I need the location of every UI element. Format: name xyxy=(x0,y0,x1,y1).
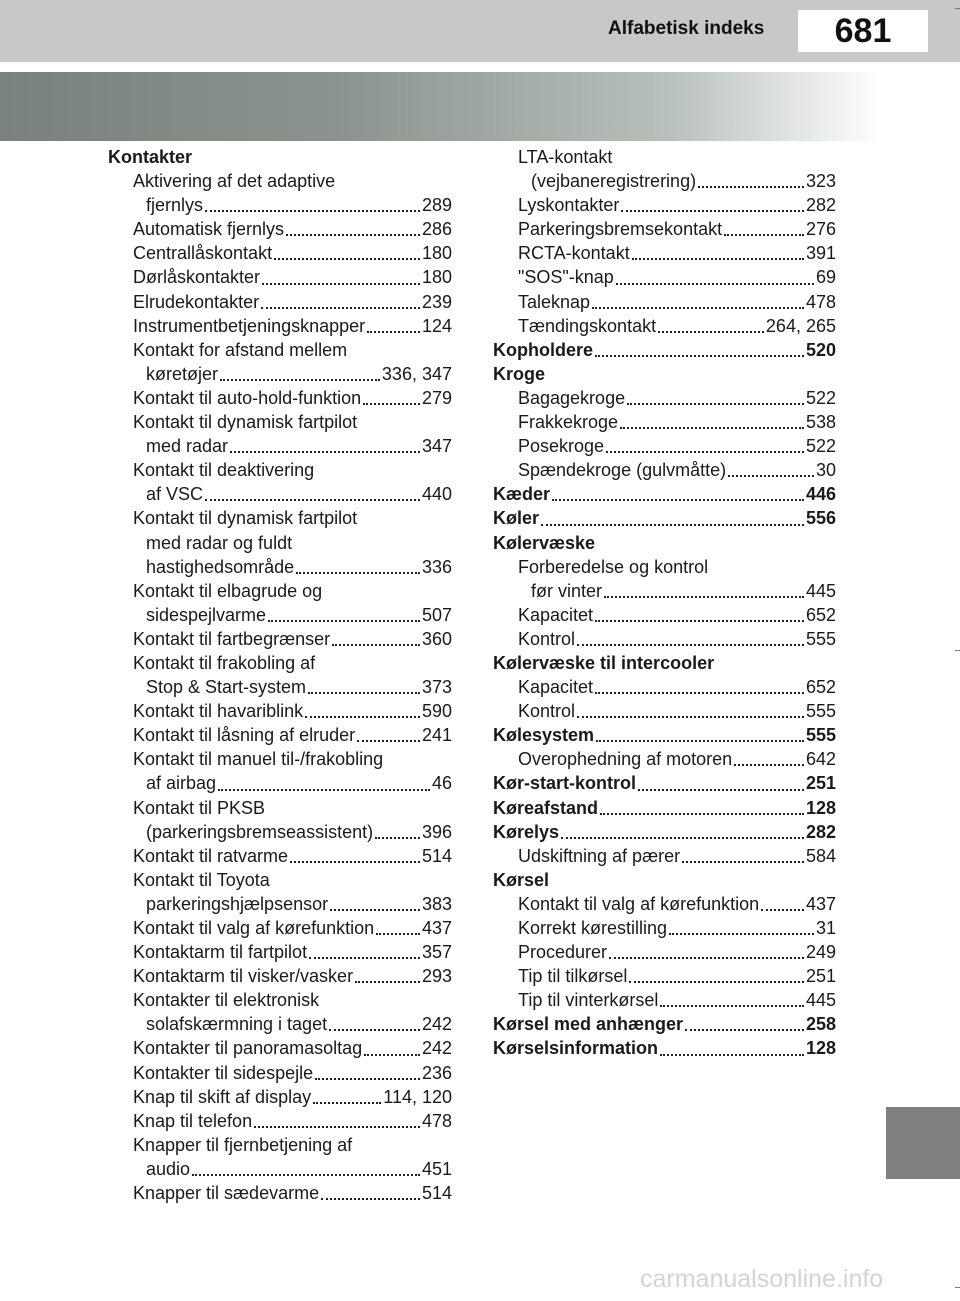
dot-leader xyxy=(192,1174,420,1176)
entry-label: Kontakt til valg af kørefunktion xyxy=(518,893,760,914)
dot-leader xyxy=(254,1126,420,1128)
entry-label: af airbag xyxy=(146,773,217,794)
page-reference: 242 xyxy=(421,1038,452,1059)
dot-leader xyxy=(363,403,420,405)
index-entry xyxy=(493,1012,836,1036)
page-reference: 279 xyxy=(421,387,452,408)
dot-leader xyxy=(761,909,804,911)
page-reference: 114, 120 xyxy=(383,1086,452,1107)
index-entry xyxy=(493,964,836,988)
index-entry xyxy=(108,723,452,747)
entry-label: Automatisk fjernlys xyxy=(133,219,285,240)
dot-leader xyxy=(321,1198,420,1200)
page-reference: 360 xyxy=(421,628,452,649)
crop-mark xyxy=(955,8,960,9)
index-subheading: Kontakt til deaktivering xyxy=(133,460,315,481)
page-reference: 507 xyxy=(421,604,452,625)
dot-leader xyxy=(367,331,420,333)
dot-leader xyxy=(262,283,420,285)
index-entry xyxy=(493,820,836,844)
index-entry xyxy=(493,699,836,723)
entry-label: med radar xyxy=(146,436,229,457)
index-entry xyxy=(108,1181,452,1205)
entry-label: Kør-start-kontrol xyxy=(493,773,636,794)
entry-label: parkeringshjælpsensor xyxy=(146,893,329,914)
entry-label: Kontrol xyxy=(518,628,576,649)
section-title: Alfabetisk indeks xyxy=(608,18,765,39)
entry-label: Køler xyxy=(493,508,540,529)
index-subheading: Kontakt til elbagrude og xyxy=(133,580,323,601)
dot-leader xyxy=(268,620,420,622)
index-entry xyxy=(493,241,836,265)
entry-label: Kontakter til panoramasoltag xyxy=(133,1038,363,1059)
index-entry xyxy=(493,723,836,747)
entry-label: Taleknap xyxy=(518,291,591,312)
page-reference: 336, 347 xyxy=(381,363,452,384)
page-reference: 373 xyxy=(421,677,452,698)
entry-label: Kontakt til auto-hold-funktion xyxy=(133,387,362,408)
entry-label: Kørelys xyxy=(493,821,560,842)
page-reference: 251 xyxy=(805,773,836,794)
entry-label: Kopholdere xyxy=(493,339,594,360)
index-entry xyxy=(493,169,836,193)
dot-leader xyxy=(552,499,804,501)
page-reference: 440 xyxy=(421,484,452,505)
page-reference: 522 xyxy=(805,436,836,457)
index-entry xyxy=(493,193,836,217)
page-reference: 555 xyxy=(805,725,836,746)
index-entry xyxy=(493,916,836,940)
dot-leader xyxy=(329,1029,420,1031)
page-reference: 383 xyxy=(421,893,452,914)
dot-leader xyxy=(376,933,420,935)
index-entry xyxy=(108,314,452,338)
entry-label: Kæder xyxy=(493,484,551,505)
index-entry xyxy=(108,916,452,940)
entry-label: Stop & Start-system xyxy=(146,677,307,698)
dot-leader xyxy=(577,716,804,718)
index-entry xyxy=(493,434,836,458)
index-entry xyxy=(493,217,836,241)
page-reference: 446 xyxy=(805,484,836,505)
dot-leader xyxy=(596,740,804,742)
index-entry xyxy=(493,892,836,916)
entry-label: Kontakt til valg af kørefunktion xyxy=(133,918,375,938)
dot-leader xyxy=(620,427,804,429)
page-reference: 293 xyxy=(421,966,452,987)
dot-leader xyxy=(698,186,804,188)
page-reference: 323 xyxy=(805,171,836,192)
page-reference: 241 xyxy=(421,725,452,746)
dot-leader xyxy=(286,234,420,236)
dot-leader xyxy=(629,981,804,983)
dot-leader xyxy=(632,258,804,260)
dot-leader xyxy=(682,861,804,863)
page-reference: 282 xyxy=(805,821,836,842)
page-number: 681 xyxy=(798,10,928,52)
dot-leader xyxy=(728,475,814,477)
index-heading: Kølervæske til intercooler xyxy=(493,652,715,673)
page-reference: 555 xyxy=(805,628,836,649)
watermark-text: carmanualsonline.info xyxy=(640,1265,884,1293)
entry-label: Overophedning af motoren xyxy=(518,749,733,770)
index-subheading: Knapper til fjernbetjening af xyxy=(133,1134,353,1155)
dot-leader xyxy=(660,1005,804,1007)
entry-label: Kontakt til fartbegrænser xyxy=(133,628,331,649)
dot-leader xyxy=(621,210,804,212)
page-reference: 652 xyxy=(805,677,836,698)
dot-leader xyxy=(660,1054,804,1056)
entry-label: Lyskontakter xyxy=(518,195,620,216)
page-reference: 642 xyxy=(805,749,836,770)
entry-label: Centrallåskontakt xyxy=(133,243,273,264)
dot-leader xyxy=(561,837,804,839)
page-reference: 445 xyxy=(805,580,836,601)
entry-label: Kapacitet xyxy=(518,677,594,698)
entry-label: Elrudekontakter xyxy=(133,291,260,312)
index-entry xyxy=(108,771,452,795)
index-entry xyxy=(108,434,452,458)
dot-leader xyxy=(375,837,420,839)
entry-label: Dørlåskontakter xyxy=(133,267,261,288)
page-reference: 276 xyxy=(805,219,836,240)
entry-label: Udskiftning af pærer xyxy=(518,845,681,866)
index-entry xyxy=(108,603,452,627)
page-reference: 180 xyxy=(421,267,452,288)
decorative-band xyxy=(0,72,960,141)
page-reference: 520 xyxy=(805,339,836,360)
page-reference: 437 xyxy=(805,893,836,914)
index-entry xyxy=(493,940,836,964)
crop-mark xyxy=(955,1287,960,1288)
page-reference: 236 xyxy=(421,1062,452,1083)
page-reference: 128 xyxy=(805,1038,836,1059)
entry-label: Knapper til sædevarme xyxy=(133,1183,320,1204)
index-entry xyxy=(108,362,452,386)
dot-leader xyxy=(290,861,420,863)
entry-label: Kontakt til låsning af elruder xyxy=(133,725,356,746)
dot-leader xyxy=(627,403,804,405)
index-entry xyxy=(108,1061,452,1085)
page-reference: 478 xyxy=(421,1110,452,1131)
entry-label: Tip til vinterkørsel xyxy=(518,990,659,1011)
index-entry xyxy=(108,290,452,314)
entry-label: Kontakt til ratvarme xyxy=(133,845,289,866)
dot-leader xyxy=(595,692,804,694)
dot-leader xyxy=(734,764,804,766)
index-entry xyxy=(493,844,836,868)
entry-label: Tip til tilkørsel xyxy=(518,966,628,987)
entry-label: Knap til telefon xyxy=(133,1110,253,1131)
dot-leader xyxy=(355,981,420,983)
page-reference: 286 xyxy=(421,219,452,240)
entry-label: Kontakter til sidespejle xyxy=(133,1062,314,1083)
page-reference: 258 xyxy=(805,1014,836,1035)
page-reference: 282 xyxy=(805,195,836,216)
dot-leader xyxy=(609,957,804,959)
index-entry xyxy=(108,1012,452,1036)
page-reference: 251 xyxy=(805,966,836,987)
entry-label: Knap til skift af display xyxy=(133,1086,312,1107)
page-header xyxy=(0,0,960,68)
dot-leader xyxy=(205,210,420,212)
entry-label: Kontakt til havariblink xyxy=(133,701,304,722)
dot-leader xyxy=(205,499,420,501)
chapter-thumb-tab xyxy=(886,1107,960,1179)
index-entry xyxy=(493,675,836,699)
index-entry xyxy=(108,1157,452,1181)
index-subheading: Forberedelse og kontrol xyxy=(518,556,709,577)
index-subheading: Kontakt til PKSB xyxy=(133,797,266,818)
entry-label: Parkeringsbremsekontakt xyxy=(518,219,723,240)
page-reference: 538 xyxy=(805,412,836,433)
dot-leader xyxy=(685,1029,804,1031)
page-reference: 555 xyxy=(805,701,836,722)
crop-mark xyxy=(955,650,960,651)
dot-leader xyxy=(577,644,804,646)
entry-label: (vejbaneregistrering) xyxy=(531,171,697,192)
page-reference: 289 xyxy=(421,195,452,216)
index-entry xyxy=(108,627,452,651)
dot-leader xyxy=(315,1078,420,1080)
entry-label: Kontaktarm til fartpilot xyxy=(133,942,308,963)
index-entry xyxy=(493,386,836,410)
dot-leader xyxy=(616,283,814,285)
page-reference: 584 xyxy=(805,845,836,866)
entry-label: Bagagekroge xyxy=(518,387,626,408)
index-entry xyxy=(493,796,836,820)
page-reference: 451 xyxy=(421,1158,452,1179)
index-heading: Kroge xyxy=(493,363,546,384)
page-reference: 336 xyxy=(421,556,452,577)
index-entry xyxy=(493,314,836,338)
page-reference: 514 xyxy=(421,1183,452,1204)
page-reference: 347 xyxy=(421,436,452,457)
index-entry xyxy=(493,482,836,506)
index-entry xyxy=(493,603,836,627)
dot-leader xyxy=(541,524,804,526)
index-entry xyxy=(108,1109,452,1133)
index-entry xyxy=(108,675,452,699)
dot-leader xyxy=(218,789,430,791)
page-reference: 478 xyxy=(805,291,836,312)
index-subheading: Aktivering af det adaptive xyxy=(133,171,336,192)
index-entry xyxy=(493,290,836,314)
entry-label: solafskærmning i taget xyxy=(146,1014,328,1035)
dot-leader xyxy=(638,789,804,791)
page-reference: 124 xyxy=(421,315,452,336)
entry-label: før vinter xyxy=(531,580,603,601)
entry-label: Kontaktarm til visker/vasker xyxy=(133,966,354,987)
index-entry xyxy=(108,820,452,844)
dot-leader xyxy=(595,620,804,622)
dot-leader xyxy=(332,644,420,646)
page-reference: 590 xyxy=(421,701,452,722)
page-reference: 249 xyxy=(805,942,836,963)
dot-leader xyxy=(364,1054,420,1056)
dot-leader xyxy=(330,909,420,911)
page-reference: 437 xyxy=(421,918,452,938)
index-entry xyxy=(493,265,836,289)
entry-label: sidespejlvarme xyxy=(146,604,267,625)
index-entry xyxy=(493,1036,836,1060)
entry-label: Kølesystem xyxy=(493,725,595,746)
entry-label: Posekroge xyxy=(518,436,605,457)
entry-label: (parkeringsbremseassistent) xyxy=(146,821,374,842)
entry-label: "SOS"-knap xyxy=(518,267,614,288)
entry-label: Tændingskontakt xyxy=(518,315,657,336)
index-entry xyxy=(493,747,836,771)
page-reference: 180 xyxy=(421,243,452,264)
dot-leader xyxy=(261,307,420,309)
index-entry xyxy=(108,241,452,265)
dot-leader xyxy=(313,1102,381,1104)
index-subheading: Kontakt til dynamisk fartpilot xyxy=(133,508,358,529)
entry-label: hastighedsområde xyxy=(146,556,295,577)
page-reference: 264, 265 xyxy=(765,315,836,336)
index-entry xyxy=(493,627,836,651)
dot-leader xyxy=(724,234,804,236)
index-entry xyxy=(493,988,836,1012)
index-entry xyxy=(493,506,836,530)
dot-leader xyxy=(592,307,804,309)
index-entry xyxy=(493,410,836,434)
entry-label: RCTA-kontakt xyxy=(518,243,630,264)
entry-label: Kontrol xyxy=(518,701,576,722)
page-reference: 514 xyxy=(421,845,452,866)
dot-leader xyxy=(230,451,420,453)
index-heading: Kontakter xyxy=(108,147,193,167)
page-reference: 391 xyxy=(805,243,836,264)
index-subheading: Kontakt for afstand mellem xyxy=(133,339,348,360)
page-reference: 445 xyxy=(805,990,836,1011)
entry-label: Korrekt kørestilling xyxy=(518,918,668,938)
dot-leader xyxy=(669,933,814,935)
entry-label: Kørsel med anhænger xyxy=(493,1014,684,1035)
dot-leader xyxy=(274,258,420,260)
index-column-left xyxy=(108,145,452,1205)
index-subheading: med radar og fuldt xyxy=(146,532,293,553)
page-reference: 30 xyxy=(815,460,836,481)
dot-leader xyxy=(600,813,804,815)
entry-label: Kørselsinformation xyxy=(493,1038,659,1059)
index-entry xyxy=(108,892,452,916)
index-entry xyxy=(493,579,836,603)
entry-label: audio xyxy=(146,1158,191,1179)
index-subheading: Kontakt til dynamisk fartpilot xyxy=(133,412,358,433)
entry-label: køretøjer xyxy=(146,363,218,384)
page-reference: 69 xyxy=(815,267,836,288)
index-entry xyxy=(493,771,836,795)
dot-leader xyxy=(296,572,420,574)
entry-label: Frakkekroge xyxy=(518,412,619,433)
index-entry xyxy=(108,940,452,964)
dot-leader xyxy=(606,451,804,453)
page-reference: 357 xyxy=(421,942,452,963)
index-subheading: Kontakt til frakobling af xyxy=(133,652,316,673)
dot-leader xyxy=(357,740,420,742)
index-entry xyxy=(108,844,452,868)
index-entry xyxy=(108,217,452,241)
entry-label: af VSC xyxy=(146,484,204,505)
index-entry xyxy=(108,555,452,579)
index-entry xyxy=(108,482,452,506)
index-subheading: Kontakt til Toyota xyxy=(133,869,270,890)
page-reference: 128 xyxy=(805,797,836,818)
index-entry xyxy=(108,386,452,410)
dot-leader xyxy=(305,716,420,718)
index-entry xyxy=(108,699,452,723)
entry-label: Instrumentbetjeningsknapper xyxy=(133,315,366,336)
entry-label: Procedurer xyxy=(518,942,608,963)
index-entry xyxy=(108,1085,452,1109)
index-entry xyxy=(493,458,836,482)
dot-leader xyxy=(604,596,804,598)
index-subheading: LTA-kontakt xyxy=(518,147,613,167)
page-reference: 242 xyxy=(421,1014,452,1035)
page-reference: 239 xyxy=(421,291,452,312)
page-reference: 556 xyxy=(805,508,836,529)
dot-leader xyxy=(220,379,380,381)
page-reference: 522 xyxy=(805,387,836,408)
entry-label: Køreafstand xyxy=(493,797,599,818)
dot-leader xyxy=(309,957,420,959)
index-heading: Kølervæske xyxy=(493,532,596,553)
entry-label: Kapacitet xyxy=(518,604,594,625)
dot-leader xyxy=(658,331,764,333)
index-entry xyxy=(108,265,452,289)
entry-label: fjernlys xyxy=(146,195,204,216)
page-reference: 31 xyxy=(815,918,836,938)
page-reference: 396 xyxy=(421,821,452,842)
page-reference: 652 xyxy=(805,604,836,625)
dot-leader xyxy=(595,355,804,357)
index-entry xyxy=(108,964,452,988)
index-column-right xyxy=(493,145,836,1061)
index-entry xyxy=(108,193,452,217)
index-heading: Kørsel xyxy=(493,869,550,890)
page-reference: 46 xyxy=(431,773,452,794)
index-entry xyxy=(493,338,836,362)
dot-leader xyxy=(308,692,420,694)
index-subheading: Kontakt til manuel til-/frakobling xyxy=(133,749,384,770)
index-subheading: Kontakter til elektronisk xyxy=(133,990,320,1011)
entry-label: Spændekroge (gulvmåtte) xyxy=(518,460,727,481)
index-entry xyxy=(108,1036,452,1060)
